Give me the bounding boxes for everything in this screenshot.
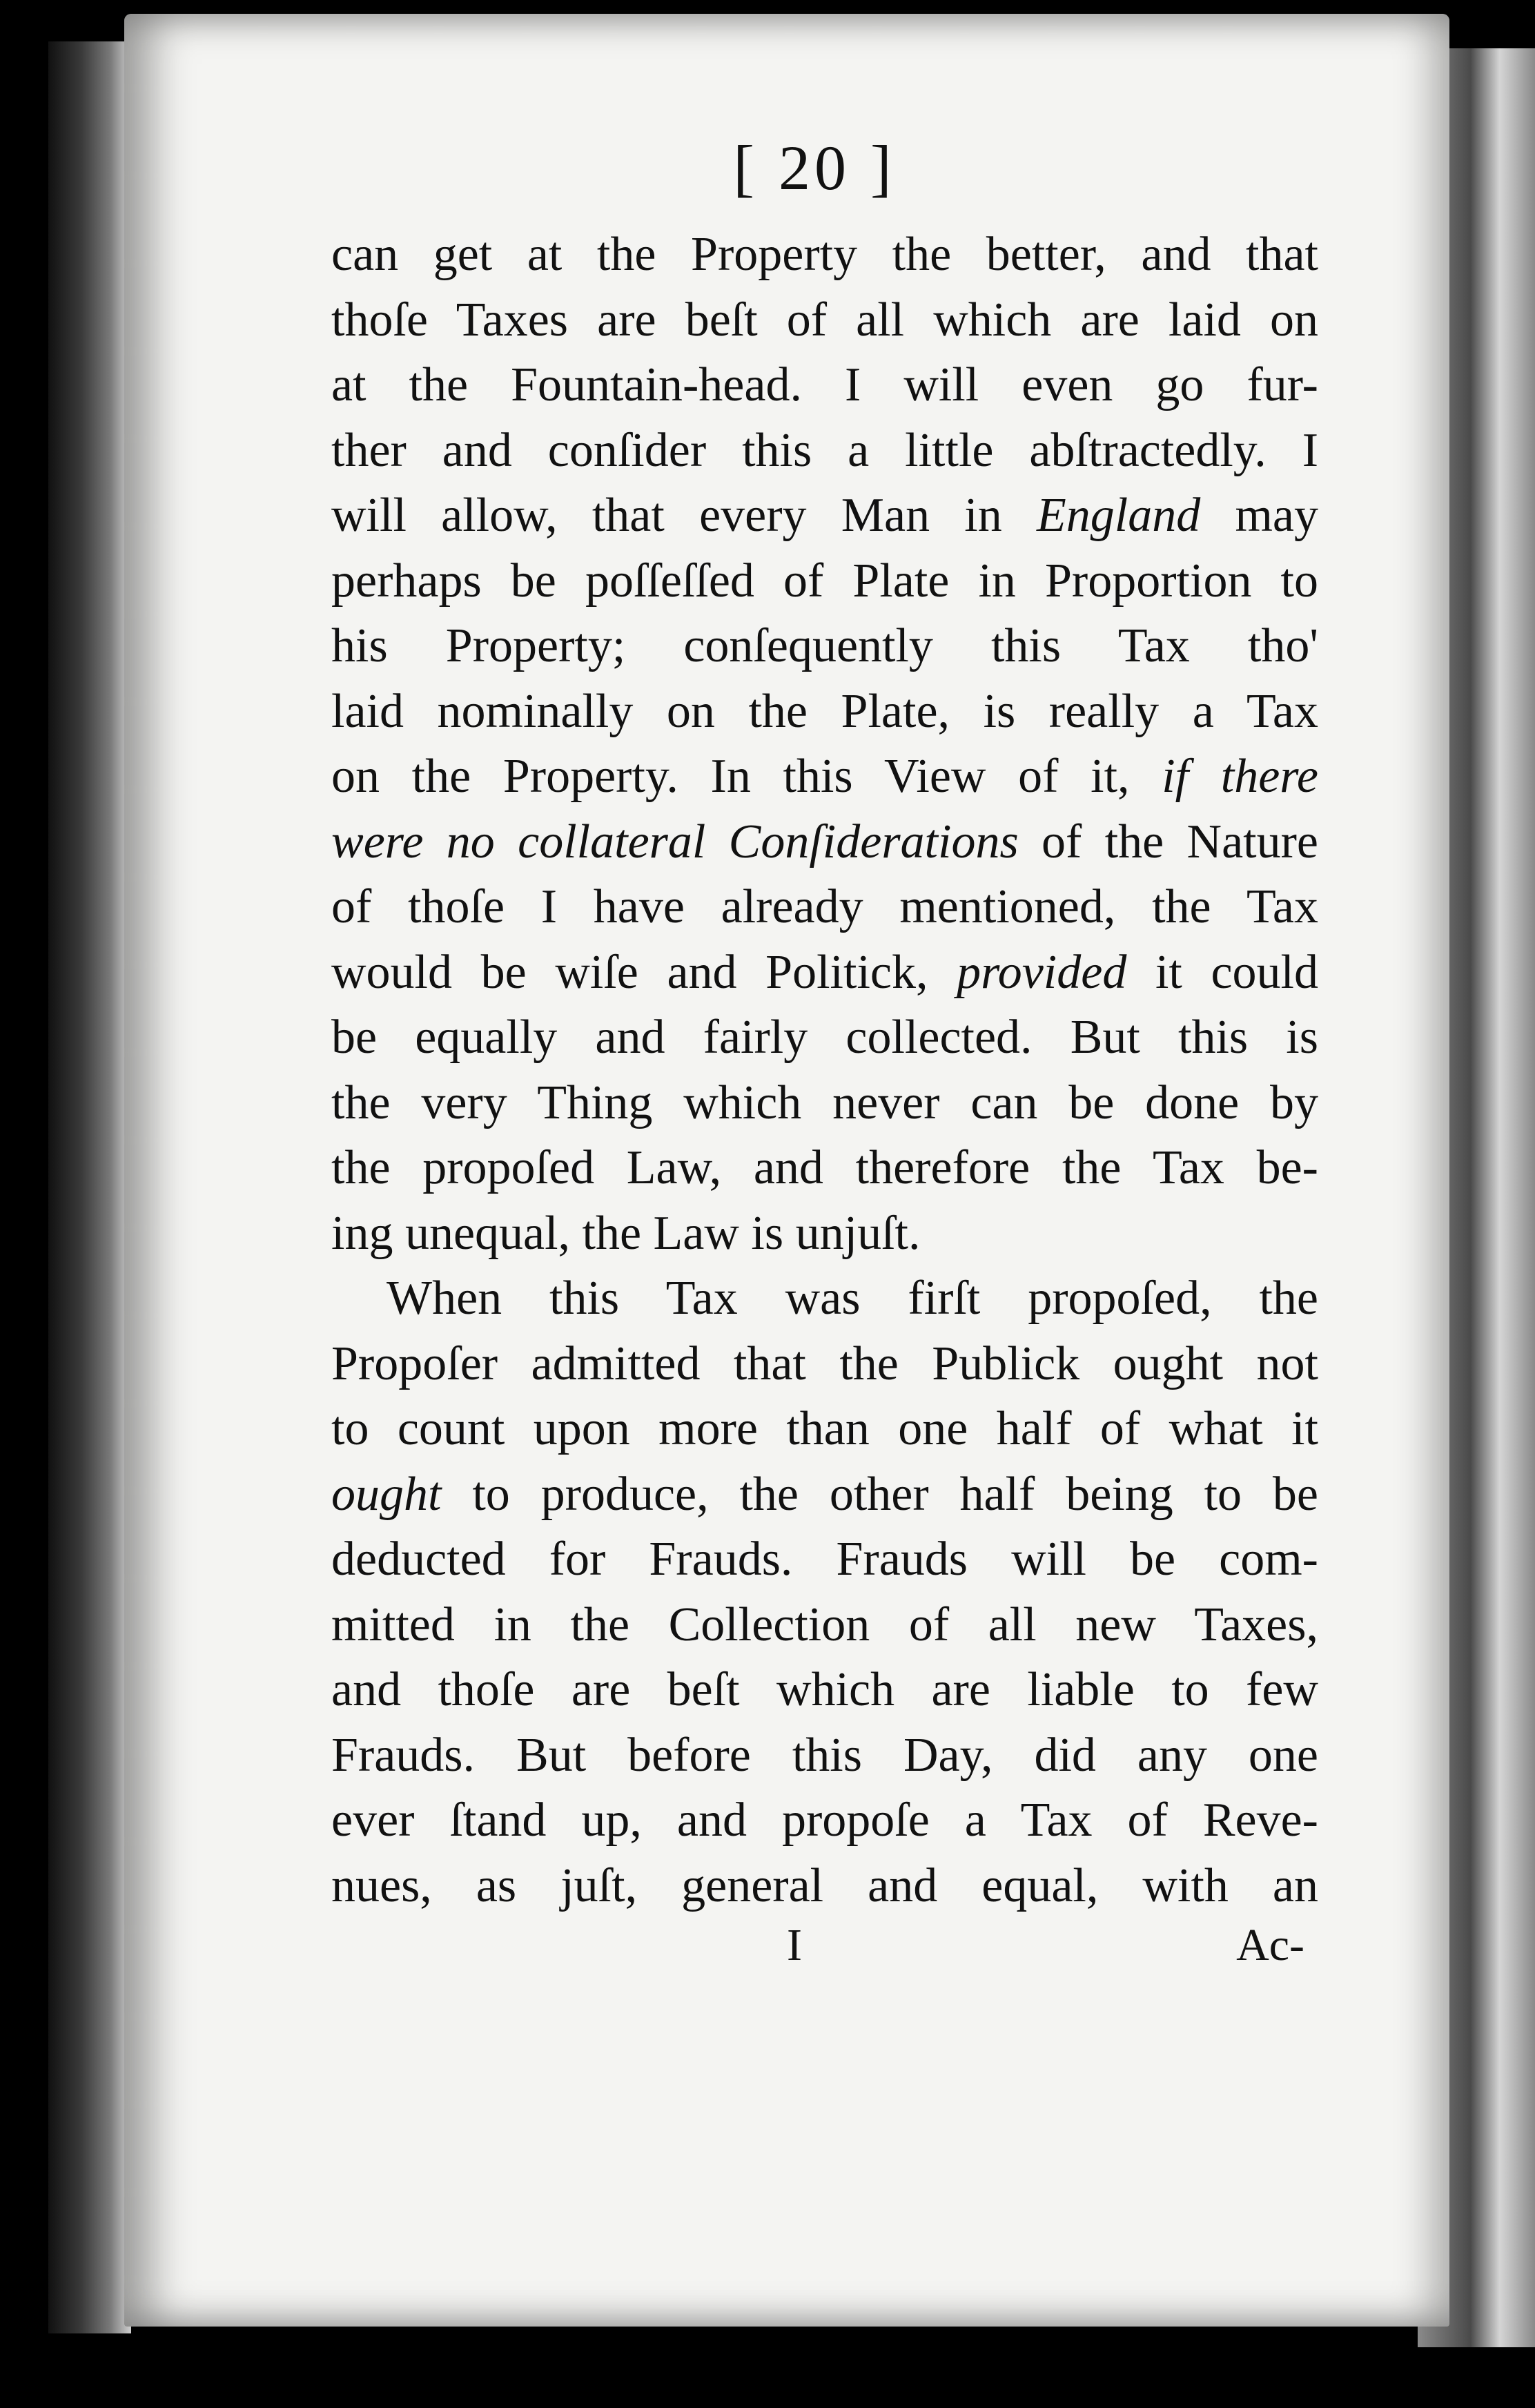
text-run: and thoſe are beſt which are liable to few — [331, 1663, 1318, 1716]
text-line — [331, 1136, 1318, 1201]
text-run: be equally and fairly collected. But this is — [331, 1011, 1318, 1064]
text-line — [331, 614, 1318, 679]
text-run: at the Fountain-head. I will even go fur- — [331, 358, 1318, 411]
text-line — [331, 1266, 1318, 1332]
signature-mark: I — [787, 1920, 802, 1970]
text-line — [331, 744, 1318, 810]
text-run: would be wiſe and Politick, — [331, 945, 957, 999]
body-text — [331, 222, 1318, 1919]
text-run: ever ſtand up, and propoſe a Tax of Reve- — [331, 1794, 1318, 1847]
text-line — [331, 1527, 1318, 1593]
text-run: to produce, the other half being to be — [441, 1467, 1318, 1521]
text-line — [331, 1071, 1318, 1136]
text-line — [331, 418, 1318, 484]
text-line — [331, 353, 1318, 418]
text-line — [331, 1462, 1318, 1528]
text-line — [331, 940, 1318, 1006]
italic-text: ought — [331, 1467, 442, 1521]
catchword: Ac- — [1236, 1920, 1304, 1970]
text-run: When this Tax was firſt propoſed, the — [387, 1272, 1318, 1325]
italic-text: England — [1037, 489, 1201, 542]
text-line — [331, 1788, 1318, 1854]
text-run: Propoſer admitted that the Publick ought not — [331, 1337, 1318, 1390]
text-line — [331, 1005, 1318, 1071]
page-footer — [331, 1919, 1304, 1981]
text-run: laid nominally on the Plate, is really a Tax — [331, 684, 1318, 738]
text-run: the propoſed Law, and therefore the Tax be- — [331, 1141, 1318, 1194]
text-line — [331, 549, 1318, 614]
text-run: thoſe Taxes are beſt of all which are laid on — [331, 293, 1318, 347]
text-line — [331, 222, 1318, 288]
text-line — [331, 875, 1318, 940]
text-line — [331, 1201, 1318, 1267]
text-run: will allow, that every Man in — [331, 489, 1037, 542]
text-line — [331, 288, 1318, 353]
italic-text: were no collateral Conſiderations — [331, 815, 1019, 868]
text-run: deducted for Frauds. Frauds will be com- — [331, 1533, 1318, 1586]
text-run: it could — [1126, 945, 1318, 999]
text-run: ing unequal, the Law is unjuſt. — [331, 1206, 921, 1260]
text-line — [331, 1593, 1318, 1658]
book-edge-left — [48, 41, 131, 2333]
text-run: to count upon more than one half of what it — [331, 1402, 1318, 1455]
text-line — [331, 1854, 1318, 1919]
text-line — [331, 483, 1318, 549]
text-run: can get at the Property the better, and that — [331, 228, 1318, 281]
text-run: the very Thing which never can be done by — [331, 1076, 1318, 1129]
text-line — [331, 1723, 1318, 1789]
italic-text: provided — [957, 945, 1127, 999]
text-run: Frauds. But before this Day, did any one — [331, 1728, 1318, 1782]
text-line — [331, 1332, 1318, 1397]
text-line — [331, 1397, 1318, 1462]
text-run: of the Nature — [1018, 815, 1318, 868]
text-run: may — [1200, 489, 1318, 542]
text-run: of thoſe I have already mentioned, the Tax — [331, 880, 1318, 933]
page-number: [ 20 ] — [733, 133, 896, 203]
text-run: on the Property. In this View of it, — [331, 750, 1162, 803]
text-run: ther and conſider this a little abſtractedly. I — [331, 423, 1318, 477]
text-line — [331, 1658, 1318, 1723]
italic-text: if there — [1162, 750, 1318, 803]
text-line — [331, 679, 1318, 745]
text-line — [331, 810, 1318, 875]
text-run: nues, as juſt, general and equal, with an — [331, 1858, 1318, 1912]
text-run: his Property; conſequently this Tax tho' — [331, 619, 1318, 672]
text-run: perhaps be poſſeſſed of Plate in Proportion to — [331, 554, 1318, 608]
text-run: mitted in the Collection of all new Taxes, — [331, 1598, 1318, 1651]
